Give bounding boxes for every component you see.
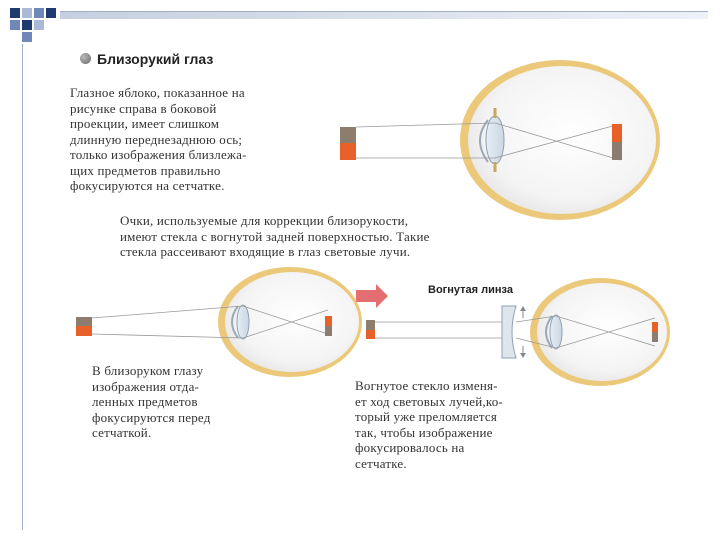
left-eye-lens: [237, 305, 249, 339]
caption-myopic-focus: В близоруком глазу изображения отда- ленных предметов фокусируются перед сетчаткой.: [92, 363, 211, 440]
paragraph-myopic-eye: Глазное яблоко, показанное на рисунке справа в боковой проекции, имеет слишком длинную переднезаднюю ось; только изображения близлежа- щих предметов правильно фокусируются на сетчатке.: [70, 85, 247, 193]
transition-arrow: [356, 284, 388, 308]
concave-lens-label: Вогнутая линза: [428, 284, 513, 296]
concave-lens: [502, 306, 516, 358]
left-eye: [76, 267, 362, 377]
paragraph-glasses: Очки, используемые для коррекции близорукости, имеют стекла с вогнутой задней поверхностью. Такие стекла рассеивают входящие в глаз световые лучи.: [120, 213, 430, 259]
right-eye: [366, 278, 670, 386]
top-eye: [340, 60, 660, 220]
left-far-object: [76, 317, 92, 326]
slide-title: Близорукий глаз: [97, 51, 214, 67]
right-eye-retina-image: [652, 322, 658, 332]
caption-concave-correction: Вогнутое стекло изменя- ет ход световых лучей,ко- торый уже преломляется так, чтобы изображение фокусировалось на сетчатке.: [355, 378, 503, 471]
left-eye-retina-image: [325, 316, 332, 326]
top-near-object: [340, 127, 356, 143]
top-eye-retina-image: [612, 124, 622, 142]
title-bullet: [80, 53, 91, 64]
right-far-object: [366, 320, 375, 330]
right-eye-lens: [550, 315, 562, 349]
